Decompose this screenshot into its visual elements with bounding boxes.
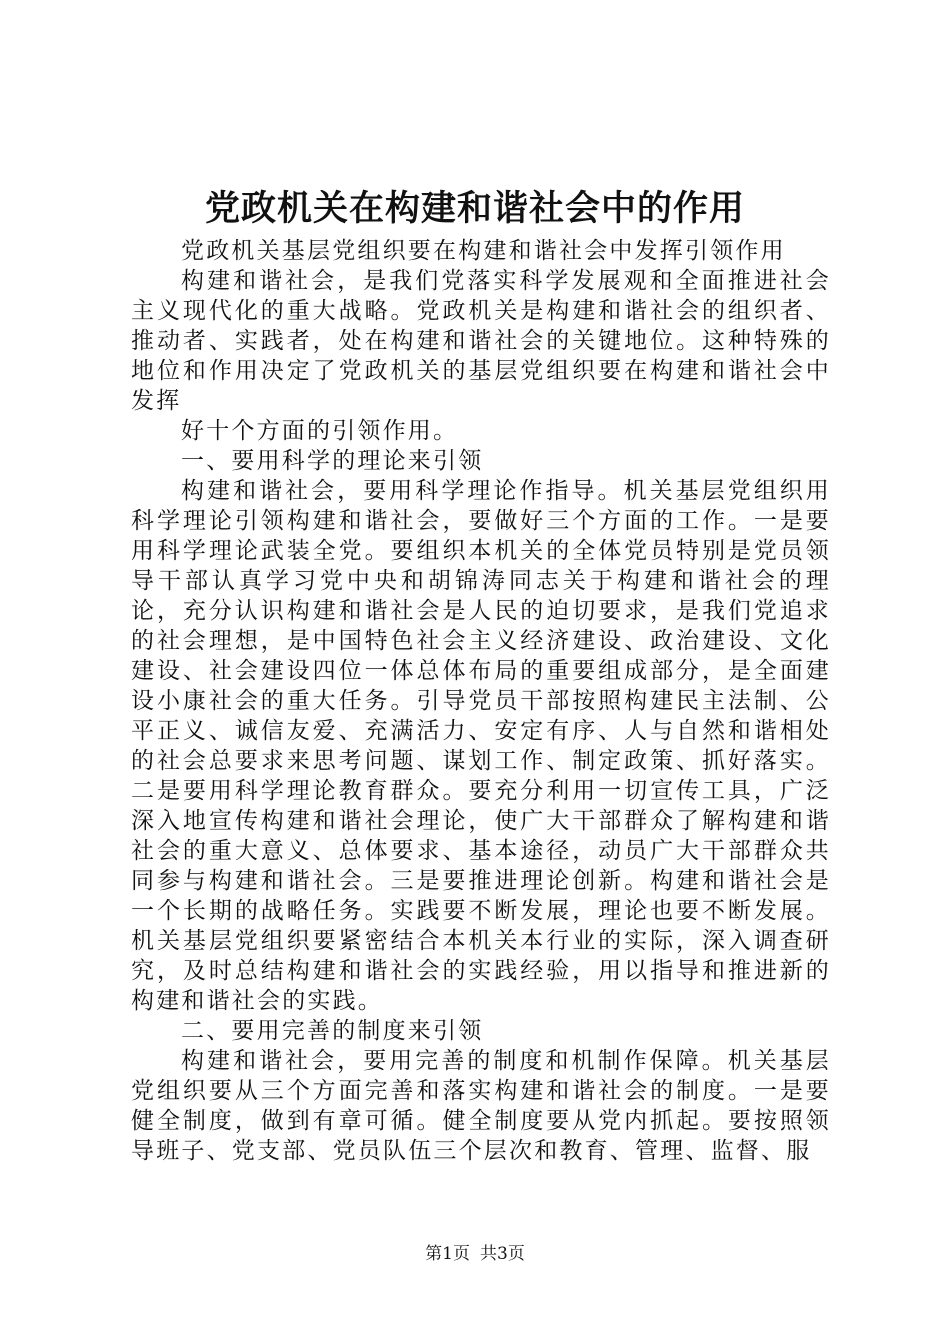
section-heading-1: 一、要用科学的理论来引领	[181, 448, 484, 474]
page-footer	[0, 1242, 950, 1266]
intro-paragraph: 构建和谐社会，是我们党落实科学发展观和全面推进社会主义现代化的重大战略。党政机关是构建和谐社会的组织者、推动者、实践者，处在构建和谐社会的关键地位。这种特殊的地位和作用决定了党政机关的基层党组织要在构建和谐社会中发挥	[131, 268, 831, 414]
document-title: 党政机关在构建和谐社会中的作用	[204, 189, 745, 229]
subtitle-paragraph: 党政机关基层党组织要在构建和谐社会中发挥引领作用	[181, 238, 786, 264]
intro-continuation: 好十个方面的引领作用。	[181, 418, 459, 444]
page-number: 第1页	[425, 1244, 470, 1264]
section-2-paragraph: 构建和谐社会，要用完善的制度和机制作保障。机关基层党组织要从三个方面完善和落实构建和谐社会的制度。一是要健全制度，做到有章可循。健全制度要从党内抓起。要按照领导班子、党支部、党员队伍三个层次和教育、管理、监督、服	[131, 1048, 831, 1164]
page-total: 共3页	[480, 1244, 525, 1264]
section-heading-2: 二、要用完善的制度来引领	[181, 1018, 484, 1044]
section-1-paragraph: 构建和谐社会，要用科学理论作指导。机关基层党组织用科学理论引领构建和谐社会，要做好三个方面的工作。一是要用科学理论武装全党。要组织本机关的全体党员特别是党员领导干部认真学习党中央和胡锦涛同志关于构建和谐社会的理论，充分认识构建和谐社会是人民的迫切要求，是我们党追求的社会理想，是中国特色社会主义经济建设、政治建设、文化建设、社会建设四位一体总体布局的重要组成部分，是全面建设小康社会的重大任务。引导党员干部按照构建民主法制、公平正义、诚信友爱、充满活力、安定有序、人与自然和谐相处的社会总要求来思考问题、谋划工作、制定政策、抓好落实。二是要用科学理论教育群众。要充分利用一切宣传工具，广泛深入地宣传构建和谐社会理论，使广大干部群众了解构建和谐社会的重大意义、总体要求、基本途径，动员广大干部群众共同参与构建和谐社会。三是要推进理论创新。构建和谐社会是一个长期的战略任务。实践要不断发展，理论也要不断发展。机关基层党组织要紧密结合本机关本行业的实际，深入调查研究，及时总结构建和谐社会的实践经验，用以指导和推进新的构建和谐社会的实践。	[131, 478, 831, 1014]
document-body	[131, 236, 831, 1166]
